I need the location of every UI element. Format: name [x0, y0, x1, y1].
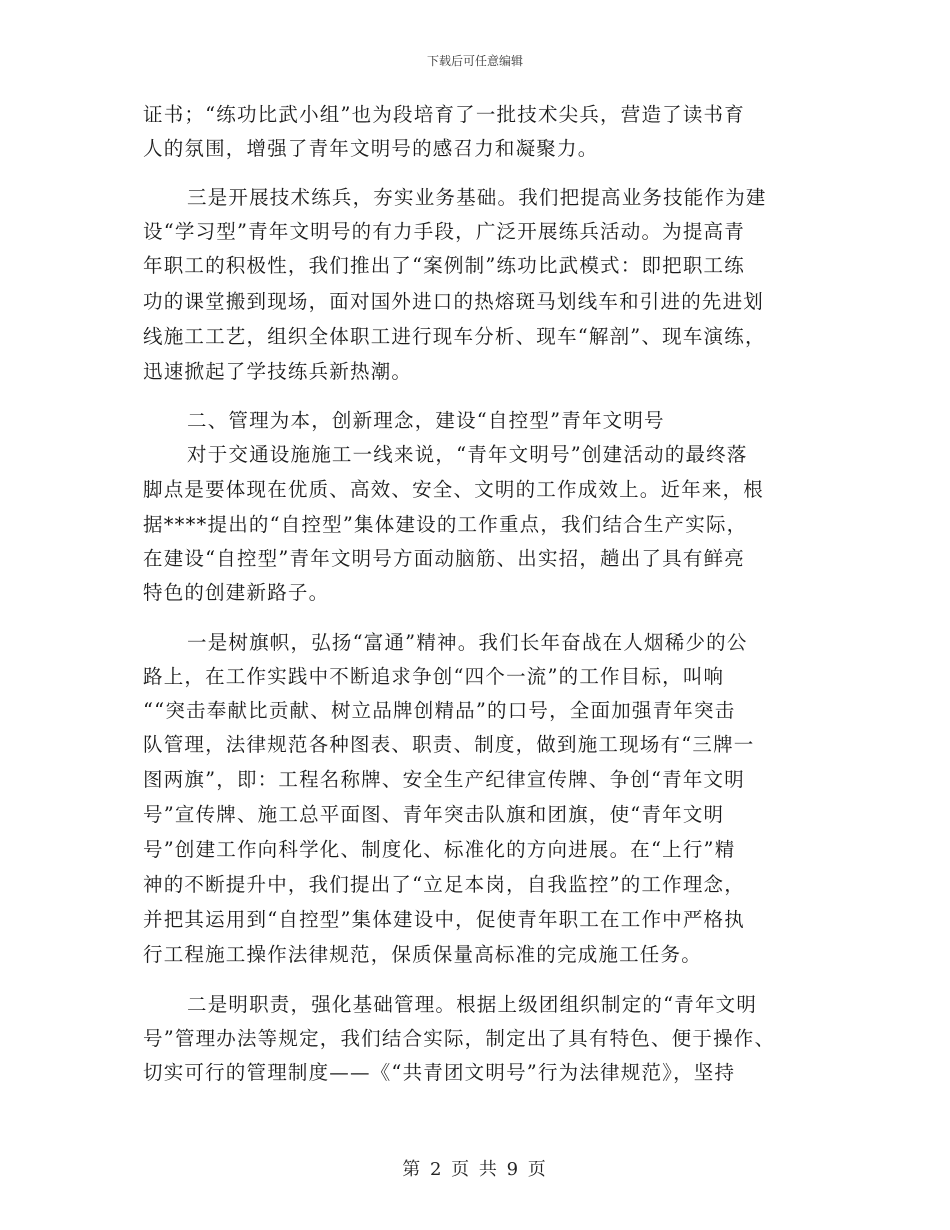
page-header: 下载后可任意编辑 [426, 54, 523, 68]
text-line: 神的不断提升中，我们提出了“立足本岗，自我监控”的工作理念， [143, 873, 745, 896]
text-line: 切实可行的管理制度——《“共青团文明号”行为法律规范》，坚持 [143, 1061, 736, 1084]
text-line: 迅速掀起了学技练兵新热潮。 [143, 360, 413, 383]
text-line: 号”宣传牌、施工总平面图、青年突击队旗和团旗，使“青年文明 [143, 803, 725, 826]
text-line: 二是明职责，强化基础管理。根据上级团组织制定的“青年文明 [187, 993, 758, 1016]
section-heading: 二、管理为本，创新理念，建设“自控型”青年文明号 [187, 409, 665, 432]
text-line: 对于交通设施施工一线来说，“青年文明号”创建活动的最终落 [187, 443, 748, 466]
text-line: 线施工工艺，组织全体职工进行现车分析、现车“解剖”、现车演练， [143, 325, 766, 348]
text-line: 人的氛围，增强了青年文明号的感召力和凝聚力。 [143, 137, 599, 160]
text-line: 脚点是要体现在优质、高效、安全、文明的工作成效上。近年来，根 [143, 478, 765, 501]
text-line: 一是树旗帜，弘扬“富通”精神。我们长年奋战在人烟稀少的公 [187, 631, 748, 654]
text-line: 设“学习型”青年文明号的有力手段，广泛开展练兵活动。为提高青 [143, 220, 745, 243]
text-line: ““突击奉献比贡献、树立品牌创精品”的口号，全面加强青年突击 [143, 699, 736, 722]
text-line: 在建设“自控型”青年文明号方面动脑筋、出实招，趟出了具有鲜亮 [143, 547, 745, 570]
text-line: 图两旗”，即：工程名称牌、安全生产纪律宣传牌、争创“青年文明 [143, 768, 745, 791]
text-line: 证书；“练功比武小组”也为段培育了一批技术尖兵，营造了读书育 [143, 103, 745, 126]
page-number-footer: 第 2 页 共 9 页 [402, 1159, 548, 1180]
text-line: 功的课堂搬到现场，面对国外进口的热熔斑马划线车和引进的先进划 [143, 290, 765, 313]
text-line: 号”管理办法等规定，我们结合实际，制定出了具有特色、便于操作、 [143, 1027, 776, 1050]
text-line: 并把其运用到“自控型”集体建设中，促使青年职工在工作中严格执 [143, 908, 745, 931]
text-line: 特色的创建新路子。 [143, 581, 330, 604]
text-line: 行工程施工操作法律规范，保质保量高标准的完成施工任务。 [143, 943, 702, 966]
text-line: 队管理，法律规范各种图表、职责、制度，做到施工现场有“三牌一 [143, 733, 755, 756]
text-line: 路上，在工作实践中不断追求争创“四个一流”的工作目标，叫响 [143, 665, 725, 688]
text-line: 年职工的积极性，我们推出了“案例制”练功比武模式：即把职工练 [143, 254, 745, 277]
text-line: 据****提出的“自控型”集体建设的工作重点，我们结合生产实际， [143, 513, 748, 536]
text-line: 号”创建工作向科学化、制度化、标准化的方向进展。在“上行”精 [143, 838, 736, 861]
text-line: 三是开展技术练兵，夯实业务基础。我们把提高业务技能作为建 [187, 186, 767, 209]
